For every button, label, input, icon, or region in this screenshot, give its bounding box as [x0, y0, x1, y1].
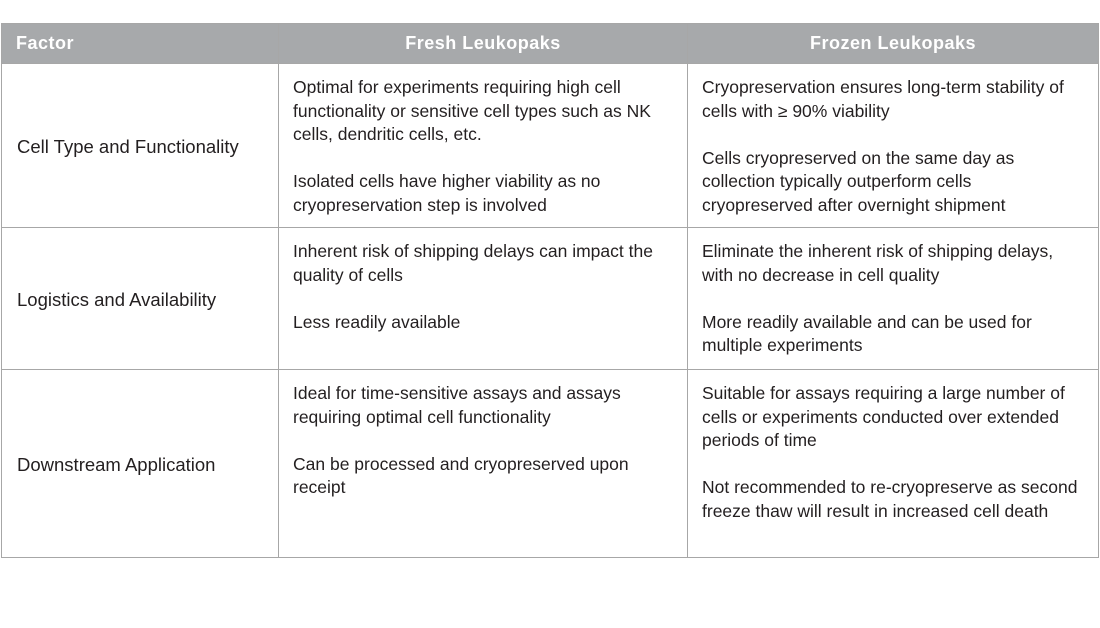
- fresh-point: Ideal for time-sensitive assays and assays requiring optimal cell functionality: [293, 383, 621, 427]
- factor-cell: Logistics and Availability: [2, 228, 279, 370]
- frozen-point: Suitable for assays requiring a large number of cells or experiments conducted over extended periods of time: [702, 383, 1065, 450]
- fresh-point: Inherent risk of shipping delays can impact the quality of cells: [293, 241, 653, 285]
- header-frozen-leukopaks: Frozen Leukopaks: [688, 24, 1099, 64]
- table-body: [2, 64, 1099, 558]
- table-row: [2, 228, 1099, 370]
- frozen-cell: [688, 228, 1099, 370]
- comparison-table: [1, 23, 1099, 558]
- factor-cell: Downstream Application: [2, 370, 279, 558]
- header-factor: Factor: [2, 24, 279, 64]
- fresh-cell: [279, 228, 688, 370]
- frozen-cell: [688, 370, 1099, 558]
- header-fresh-leukopaks: Fresh Leukopaks: [279, 24, 688, 64]
- table-row: [2, 370, 1099, 558]
- factor-cell: Cell Type and Functionality: [2, 64, 279, 228]
- fresh-cell: [279, 370, 688, 558]
- table-header: [2, 24, 1099, 64]
- frozen-point: More readily available and can be used for multiple experiments: [702, 311, 1032, 355]
- header-row: [2, 24, 1099, 64]
- frozen-point: Cryopreservation ensures long-term stability of cells with ≥ 90% viability: [702, 77, 1064, 121]
- fresh-point: Can be processed and cryopreserved upon receipt: [293, 453, 629, 497]
- frozen-cell: [688, 64, 1099, 228]
- fresh-point: Isolated cells have higher viability as no cryopreservation step is involved: [293, 171, 601, 215]
- fresh-point: Less readily available: [293, 311, 461, 332]
- fresh-cell: [279, 64, 688, 228]
- frozen-point: Not recommended to re-cryopreserve as second freeze thaw will result in increased cell death: [702, 477, 1078, 521]
- frozen-point: Cells cryopreserved on the same day as collection typically outperform cells cryopreserved after overnight shipment: [702, 147, 1015, 215]
- fresh-point: Optimal for experiments requiring high cell functionality or sensitive cell types such as NK cells, dendritic cells, etc.: [293, 77, 651, 144]
- table-row: [2, 64, 1099, 228]
- frozen-point: Eliminate the inherent risk of shipping delays, with no decrease in cell quality: [702, 241, 1054, 285]
